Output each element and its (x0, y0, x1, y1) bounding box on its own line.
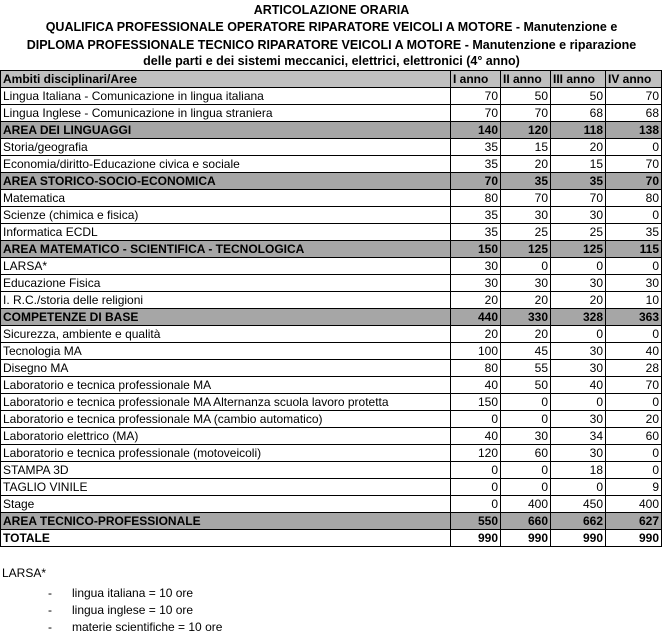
hours-cell-year-2: 330 (501, 309, 551, 326)
hours-cell-year-2: 30 (501, 275, 551, 292)
title-line-1: ARTICOLAZIONE ORARIA (253, 3, 410, 17)
hours-cell-year-2: 15 (501, 139, 551, 156)
hours-cell-year-3: 68 (551, 105, 606, 122)
row-label: AREA STORICO-SOCIO-ECONOMICA (1, 173, 451, 190)
hours-cell-year-2: 125 (501, 241, 551, 258)
column-header-year-2: II anno (501, 71, 551, 88)
hours-cell-year-3: 50 (551, 88, 606, 105)
table-row (1, 394, 662, 411)
hours-cell-year-2: 0 (501, 462, 551, 479)
hours-cell-year-4: 0 (606, 394, 662, 411)
table-row (1, 88, 662, 105)
hours-cell-year-2: 990 (501, 530, 551, 547)
row-label: Economia/diritto-Educazione civica e sociale (1, 156, 451, 173)
row-label: I. R.C./storia delle religioni (1, 292, 451, 309)
hours-cell-year-4: 35 (606, 224, 662, 241)
row-label: Laboratorio e tecnica professionale (motoveicoli) (1, 445, 451, 462)
hours-cell-year-4: 0 (606, 462, 662, 479)
hours-cell-year-4: 627 (606, 513, 662, 530)
row-label: Educazione Fisica (1, 275, 451, 292)
table-row (1, 496, 662, 513)
row-label: Scienze (chimica e fisica) (1, 207, 451, 224)
hours-cell-year-4: 0 (606, 326, 662, 343)
hours-cell-year-2: 400 (501, 496, 551, 513)
hours-cell-year-2: 25 (501, 224, 551, 241)
hours-cell-year-3: 125 (551, 241, 606, 258)
table-row (1, 207, 662, 224)
area-subtotal-row (1, 513, 662, 530)
hours-cell-year-2: 30 (501, 428, 551, 445)
hours-cell-year-1: 35 (451, 224, 501, 241)
hours-cell-year-3: 0 (551, 394, 606, 411)
table-body (1, 88, 662, 547)
hours-cell-year-2: 50 (501, 88, 551, 105)
hours-cell-year-4: 363 (606, 309, 662, 326)
hours-cell-year-4: 0 (606, 445, 662, 462)
note-dash: - (48, 620, 52, 634)
row-label: COMPETENZE DI BASE (1, 309, 451, 326)
total-row (1, 530, 662, 547)
table-row (1, 377, 662, 394)
title-line-3: DIPLOMA PROFESSIONALE TECNICO RIPARATORE VEICOLI A MOTORE - Manutenzione e riparazione (26, 38, 637, 52)
hours-cell-year-2: 70 (501, 105, 551, 122)
table-row (1, 292, 662, 309)
column-header-year-3: III anno (551, 71, 606, 88)
table-row (1, 462, 662, 479)
row-label: STAMPA 3D (1, 462, 451, 479)
table-row (1, 224, 662, 241)
row-label: TOTALE (1, 530, 451, 547)
row-label: Laboratorio e tecnica professionale MA (cambio automatico) (1, 411, 451, 428)
hours-cell-year-2: 35 (501, 173, 551, 190)
hours-cell-year-4: 0 (606, 258, 662, 275)
hours-cell-year-1: 70 (451, 88, 501, 105)
hours-cell-year-2: 60 (501, 445, 551, 462)
notes-title: LARSA* (2, 566, 47, 580)
table-row (1, 190, 662, 207)
hours-cell-year-1: 30 (451, 275, 501, 292)
note-dash: - (48, 586, 52, 600)
hours-cell-year-2: 0 (501, 411, 551, 428)
column-header-year-1: I anno (451, 71, 501, 88)
hours-cell-year-3: 30 (551, 343, 606, 360)
hours-cell-year-1: 120 (451, 445, 501, 462)
hours-cell-year-4: 70 (606, 173, 662, 190)
hours-cell-year-1: 0 (451, 411, 501, 428)
table-row (1, 360, 662, 377)
row-label: Lingua Italiana - Comunicazione in lingua italiana (1, 88, 451, 105)
hours-cell-year-3: 118 (551, 122, 606, 139)
hours-cell-year-4: 60 (606, 428, 662, 445)
row-label: Tecnologia MA (1, 343, 451, 360)
hours-cell-year-3: 662 (551, 513, 606, 530)
row-label: Storia/geografia (1, 139, 451, 156)
hours-cell-year-2: 55 (501, 360, 551, 377)
table-row (1, 326, 662, 343)
note-text: lingua italiana = 10 ore (72, 586, 194, 600)
row-label: Sicurezza, ambiente e qualità (1, 326, 451, 343)
hours-cell-year-3: 25 (551, 224, 606, 241)
hours-cell-year-1: 20 (451, 292, 501, 309)
hours-cell-year-2: 20 (501, 292, 551, 309)
hours-cell-year-3: 30 (551, 360, 606, 377)
note-dash: - (48, 603, 52, 617)
hours-cell-year-3: 0 (551, 258, 606, 275)
hours-cell-year-1: 70 (451, 173, 501, 190)
area-subtotal-row (1, 241, 662, 258)
table-row (1, 411, 662, 428)
hours-cell-year-4: 400 (606, 496, 662, 513)
hours-cell-year-1: 80 (451, 190, 501, 207)
schedule-table (0, 70, 662, 547)
hours-cell-year-1: 150 (451, 241, 501, 258)
hours-cell-year-4: 80 (606, 190, 662, 207)
hours-cell-year-2: 50 (501, 377, 551, 394)
table-row (1, 156, 662, 173)
hours-cell-year-1: 40 (451, 377, 501, 394)
row-label: AREA DEI LINGUAGGI (1, 122, 451, 139)
row-label: Informatica ECDL (1, 224, 451, 241)
hours-cell-year-2: 45 (501, 343, 551, 360)
hours-cell-year-4: 30 (606, 275, 662, 292)
hours-cell-year-4: 10 (606, 292, 662, 309)
hours-cell-year-4: 70 (606, 156, 662, 173)
note-item (48, 585, 193, 601)
row-label: Laboratorio e tecnica professionale MA (1, 377, 451, 394)
table-row (1, 258, 662, 275)
table-row (1, 105, 662, 122)
hours-cell-year-1: 440 (451, 309, 501, 326)
row-label: Laboratorio e tecnica professionale MA Alternanza scuola lavoro protetta (1, 394, 451, 411)
hours-cell-year-4: 20 (606, 411, 662, 428)
hours-cell-year-1: 40 (451, 428, 501, 445)
hours-cell-year-3: 34 (551, 428, 606, 445)
hours-cell-year-2: 20 (501, 326, 551, 343)
row-label: AREA TECNICO-PROFESSIONALE (1, 513, 451, 530)
hours-cell-year-3: 20 (551, 139, 606, 156)
hours-cell-year-1: 100 (451, 343, 501, 360)
hours-cell-year-3: 0 (551, 479, 606, 496)
hours-cell-year-3: 15 (551, 156, 606, 173)
hours-cell-year-4: 115 (606, 241, 662, 258)
row-label: Stage (1, 496, 451, 513)
hours-cell-year-1: 35 (451, 156, 501, 173)
hours-cell-year-4: 70 (606, 377, 662, 394)
hours-cell-year-4: 990 (606, 530, 662, 547)
hours-cell-year-1: 35 (451, 139, 501, 156)
hours-cell-year-1: 0 (451, 462, 501, 479)
hours-cell-year-3: 990 (551, 530, 606, 547)
hours-cell-year-1: 30 (451, 258, 501, 275)
hours-cell-year-4: 70 (606, 88, 662, 105)
column-header-subject: Ambiti disciplinari/Aree (1, 71, 451, 88)
note-text: materie scientifiche = 10 ore (72, 620, 223, 634)
hours-cell-year-2: 20 (501, 156, 551, 173)
hours-cell-year-4: 138 (606, 122, 662, 139)
table-row (1, 343, 662, 360)
row-label: LARSA* (1, 258, 451, 275)
hours-cell-year-2: 0 (501, 258, 551, 275)
hours-cell-year-3: 18 (551, 462, 606, 479)
table-row (1, 428, 662, 445)
row-label: AREA MATEMATICO - SCIENTIFICA - TECNOLOGICA (1, 241, 451, 258)
hours-cell-year-3: 20 (551, 292, 606, 309)
hours-cell-year-3: 328 (551, 309, 606, 326)
title-line-2: QUALIFICA PROFESSIONALE OPERATORE RIPARATORE VEICOLI A MOTORE - Manutenzione e (45, 20, 618, 34)
row-label: Disegno MA (1, 360, 451, 377)
hours-cell-year-4: 28 (606, 360, 662, 377)
row-label: Laboratorio elettrico (MA) (1, 428, 451, 445)
hours-cell-year-3: 30 (551, 275, 606, 292)
hours-cell-year-3: 35 (551, 173, 606, 190)
table-row (1, 445, 662, 462)
hours-cell-year-2: 70 (501, 190, 551, 207)
hours-cell-year-1: 80 (451, 360, 501, 377)
hours-cell-year-4: 0 (606, 139, 662, 156)
hours-cell-year-2: 120 (501, 122, 551, 139)
row-label: TAGLIO VINILE (1, 479, 451, 496)
title-line-4: delle parti e dei sistemi meccanici, elettrici, elettronici (4° anno) (143, 54, 520, 68)
column-header-year-4: IV anno (606, 71, 662, 88)
row-label: Lingua Inglese - Comunicazione in lingua straniera (1, 105, 451, 122)
hours-cell-year-4: 9 (606, 479, 662, 496)
hours-cell-year-2: 30 (501, 207, 551, 224)
hours-cell-year-1: 150 (451, 394, 501, 411)
hours-cell-year-3: 30 (551, 445, 606, 462)
hours-cell-year-3: 30 (551, 411, 606, 428)
note-text: lingua inglese = 10 ore (72, 603, 194, 617)
hours-cell-year-1: 990 (451, 530, 501, 547)
row-label: Matematica (1, 190, 451, 207)
hours-cell-year-4: 68 (606, 105, 662, 122)
table-row (1, 139, 662, 156)
hours-cell-year-4: 40 (606, 343, 662, 360)
hours-cell-year-2: 660 (501, 513, 551, 530)
area-subtotal-row (1, 173, 662, 190)
hours-cell-year-4: 0 (606, 207, 662, 224)
hours-cell-year-1: 0 (451, 496, 501, 513)
table-row (1, 275, 662, 292)
table-row (1, 479, 662, 496)
hours-cell-year-2: 0 (501, 394, 551, 411)
hours-cell-year-2: 0 (501, 479, 551, 496)
hours-cell-year-1: 140 (451, 122, 501, 139)
hours-cell-year-3: 70 (551, 190, 606, 207)
hours-cell-year-1: 70 (451, 105, 501, 122)
hours-cell-year-1: 20 (451, 326, 501, 343)
hours-cell-year-3: 450 (551, 496, 606, 513)
hours-cell-year-3: 40 (551, 377, 606, 394)
hours-cell-year-1: 0 (451, 479, 501, 496)
area-subtotal-row (1, 122, 662, 139)
hours-cell-year-3: 30 (551, 207, 606, 224)
area-subtotal-row (1, 309, 662, 326)
table-header-row (1, 71, 662, 88)
hours-cell-year-3: 0 (551, 326, 606, 343)
note-item (48, 602, 193, 618)
hours-cell-year-1: 35 (451, 207, 501, 224)
hours-cell-year-1: 550 (451, 513, 501, 530)
note-item (48, 619, 222, 635)
